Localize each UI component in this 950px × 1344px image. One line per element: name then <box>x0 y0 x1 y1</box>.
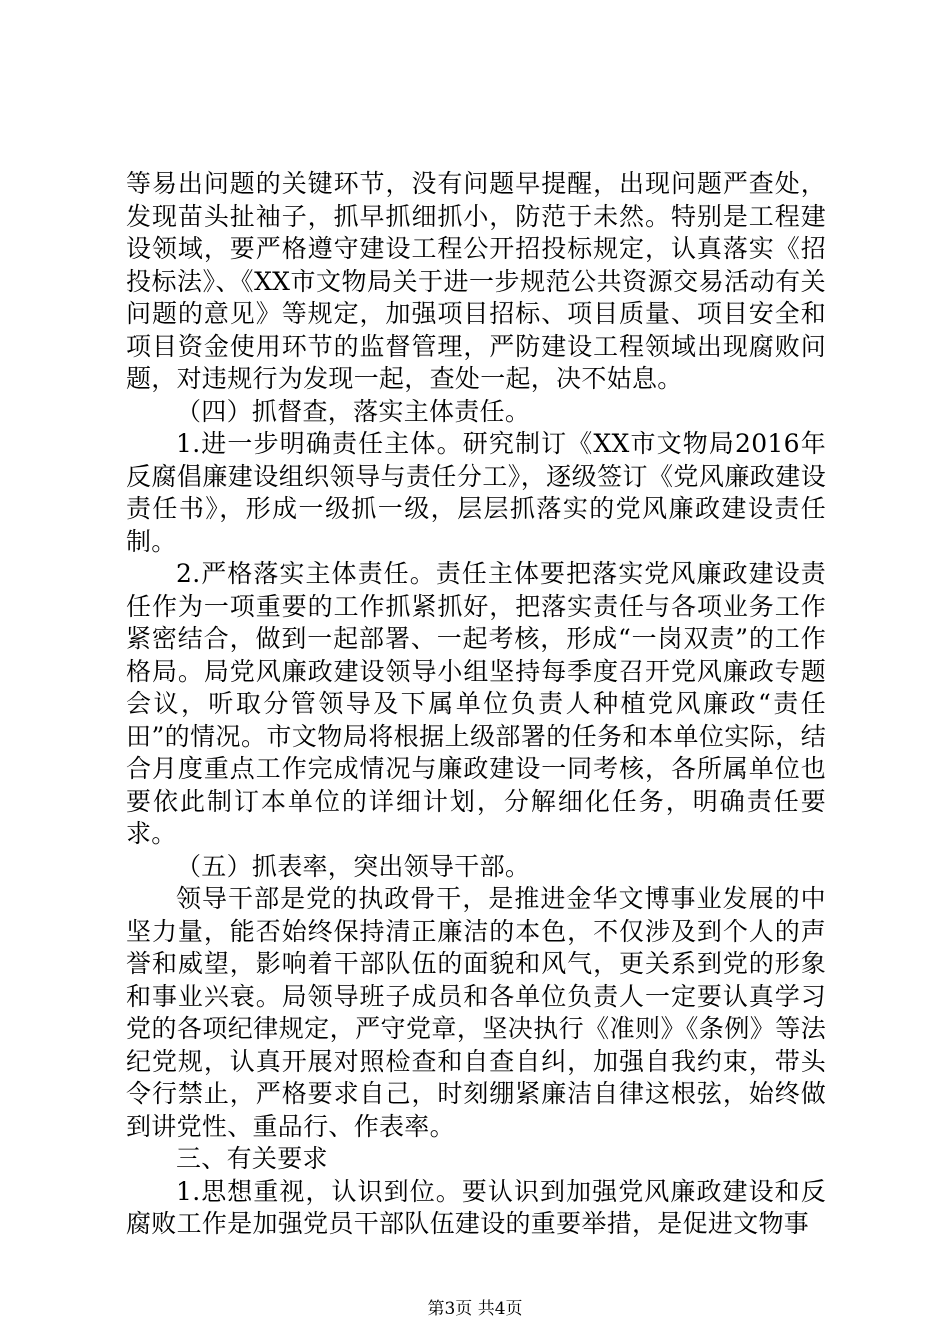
section-heading-4: （四）抓督查，落实主体责任。 <box>176 396 531 426</box>
document-body <box>126 168 826 1241</box>
section-heading-5: （五）抓表率，突出领导干部。 <box>176 851 531 881</box>
paragraph-item-2: 2.严格落实主体责任。责任主体要把落实党风廉政建设责任作为一项重要的工作抓紧抓好，把落实责任与各项业务工作紧密结合，做到一起部署、一起考核，形成“一岗双责”的工作格局。局党风廉政建设领导小组坚持每季度召开党风廉政专题会议，听取分管领导及下属单位负责人种植党风廉政“责任田”的情况。市文物局将根据上级部署的任务和本单位实际，结合月度重点工作完成情况与廉政建设一同考核，各所属单位也要依此制订本单位的详细计划，分解细化任务，明确责任要求。 <box>126 559 826 848</box>
paragraph-requirement-1: 1.思想重视，认识到位。要认识到加强党风廉政建设和反腐败工作是加强党员干部队伍建设的重要举措，是促进文物事 <box>126 1176 826 1238</box>
paragraph-leaders: 领导干部是党的执政骨干，是推进金华文博事业发展的中坚力量，能否始终保持清正廉洁的本色，不仅涉及到个人的声誉和威望，影响着干部队伍的面貌和风气，更关系到党的形象和事业兴衰。局领导班子成员和各单位负责人一定要认真学习党的各项纪律规定，严守党章，坚决执行《准则》《条例》等法纪党规，认真开展对照检查和自查自纠，加强自我约束，带头令行禁止，严格要求自己，时刻绷紧廉洁自律这根弦，始终做到讲党性、重品行、作表率。 <box>126 884 826 1141</box>
section-heading-requirements: 三、有关要求 <box>176 1144 328 1173</box>
paragraph-item-1: 1.进一步明确责任主体。研究制订《XX市文物局2016年反腐倡廉建设组织领导与责任分工》，逐级签订《党风廉政建设责任书》，形成一级抓一级，层层抓落实的党风廉政建设责任制。 <box>126 429 826 556</box>
page-number-footer: 第3页 共4页 <box>427 1299 523 1319</box>
paragraph-continuation: 等易出问题的关键环节，没有问题早提醒，出现问题严查处，发现苗头扯袖子，抓早抓细抓小，防范于未然。特别是工程建设领域，要严格遵守建设工程公开招投标规定，认真落实《招投标法》、《XX市文物局关于进一步规范公共资源交易活动有关问题的意见》等规定，加强项目招标、项目质量、项目安全和项目资金使用环节的监督管理，严防建设工程领域出现腐败问题，对违规行为发现一起，查处一起，决不姑息。 <box>126 169 826 393</box>
